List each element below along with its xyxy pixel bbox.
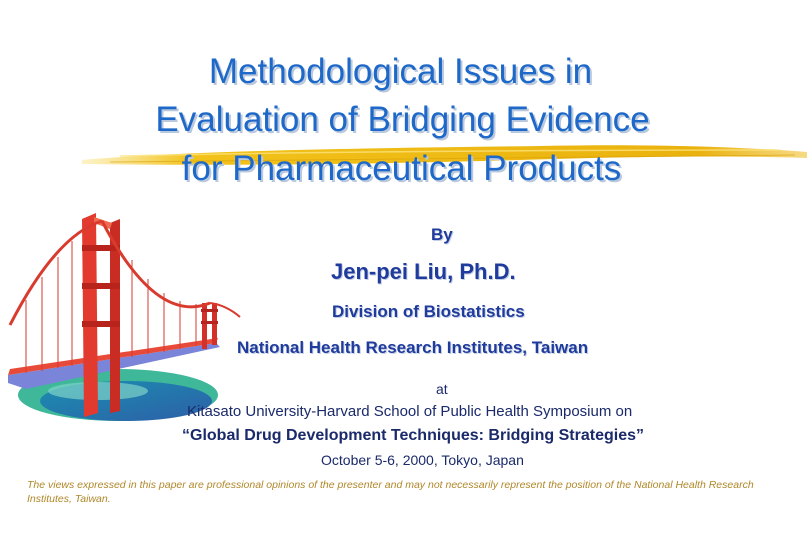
golden-gate-bridge-clipart	[6, 205, 244, 431]
author-division: Division of Biostatistics	[332, 302, 525, 321]
disclaimer-note: The views expressed in this paper are professional opinions of the presenter and may not necessarily represent the position of the National Health Research Institutes, Taiwan.	[27, 479, 754, 505]
symposium-title: “Global Drug Development Techniques: Bridging Strategies”	[182, 427, 644, 444]
event-dates-location: October 5-6, 2000, Tokyo, Japan	[321, 452, 524, 468]
slide-title-line-3: for Pharmaceutical Products	[181, 149, 622, 188]
symposium-name: Kitasato University-Harvard School of Public Health Symposium on	[187, 403, 633, 420]
at-label: at	[436, 381, 448, 397]
by-label: By	[431, 225, 453, 244]
slide-title-line-2: Evaluation of Bridging Evidence	[155, 100, 650, 139]
author-name: Jen-pei Liu, Ph.D.	[331, 259, 516, 284]
author-institute: National Health Research Institutes, Taiwan	[237, 338, 589, 357]
slide-title-line-1: Methodological Issues in	[208, 52, 593, 91]
